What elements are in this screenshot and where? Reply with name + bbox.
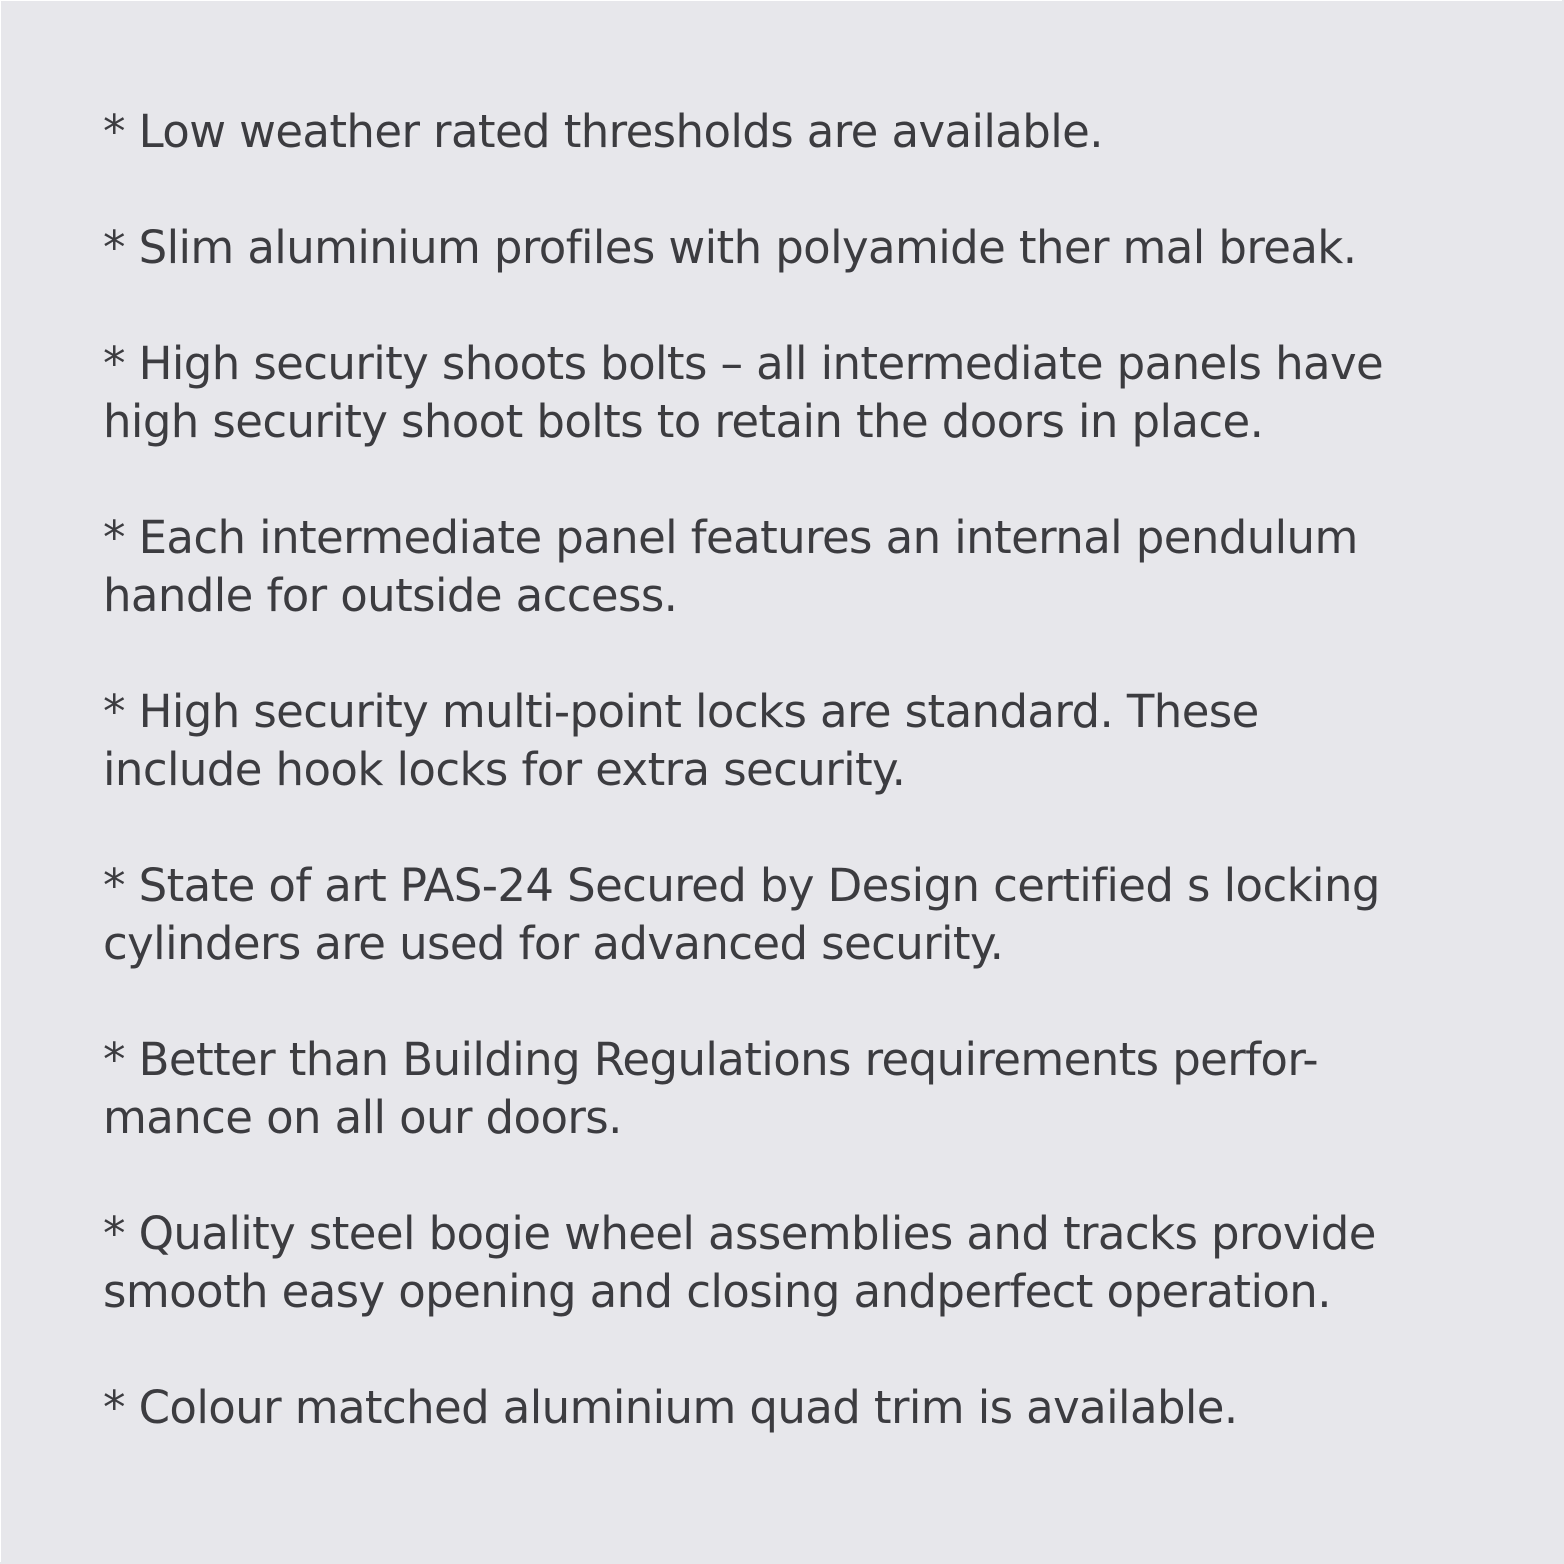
feature-item-shoot-bolts [103, 335, 1503, 451]
feature-item-multipoint-locks [103, 683, 1503, 799]
feature-list [103, 103, 1503, 1495]
feature-item-quad-trim [103, 1379, 1503, 1437]
feature-line: * Better than Building Regulations requirements perfor- [103, 1033, 1319, 1086]
feature-line: * High security shoots bolts – all intermediate panels have [103, 337, 1384, 390]
feature-line: mance on all our doors. [103, 1091, 622, 1144]
feature-line: * Low weather rated thresholds are available. [103, 105, 1103, 158]
feature-line: handle for outside access. [103, 569, 678, 622]
feature-line: include hook locks for extra security. [103, 743, 906, 796]
feature-item-building-regulations [103, 1031, 1503, 1147]
feature-item-bogie-wheels [103, 1205, 1503, 1321]
feature-line: * Quality steel bogie wheel assemblies and tracks provide [103, 1207, 1376, 1260]
feature-line: smooth easy opening and closing andperfect operation. [103, 1265, 1331, 1318]
feature-line: * State of art PAS-24 Secured by Design certified s locking [103, 859, 1380, 912]
feature-line: high security shoot bolts to retain the doors in place. [103, 395, 1264, 448]
feature-line: * Colour matched aluminium quad trim is available. [103, 1381, 1238, 1434]
feature-line: cylinders are used for advanced security. [103, 917, 1004, 970]
feature-line: * Slim aluminium profiles with polyamide ther mal break. [103, 221, 1357, 274]
feature-item-low-thresholds [103, 103, 1503, 161]
feature-item-slim-profiles [103, 219, 1503, 277]
feature-item-locking-cylinders [103, 857, 1503, 973]
feature-item-pendulum-handle [103, 509, 1503, 625]
feature-line: * High security multi-point locks are standard. These [103, 685, 1259, 738]
feature-line: * Each intermediate panel features an internal pendulum [103, 511, 1358, 564]
